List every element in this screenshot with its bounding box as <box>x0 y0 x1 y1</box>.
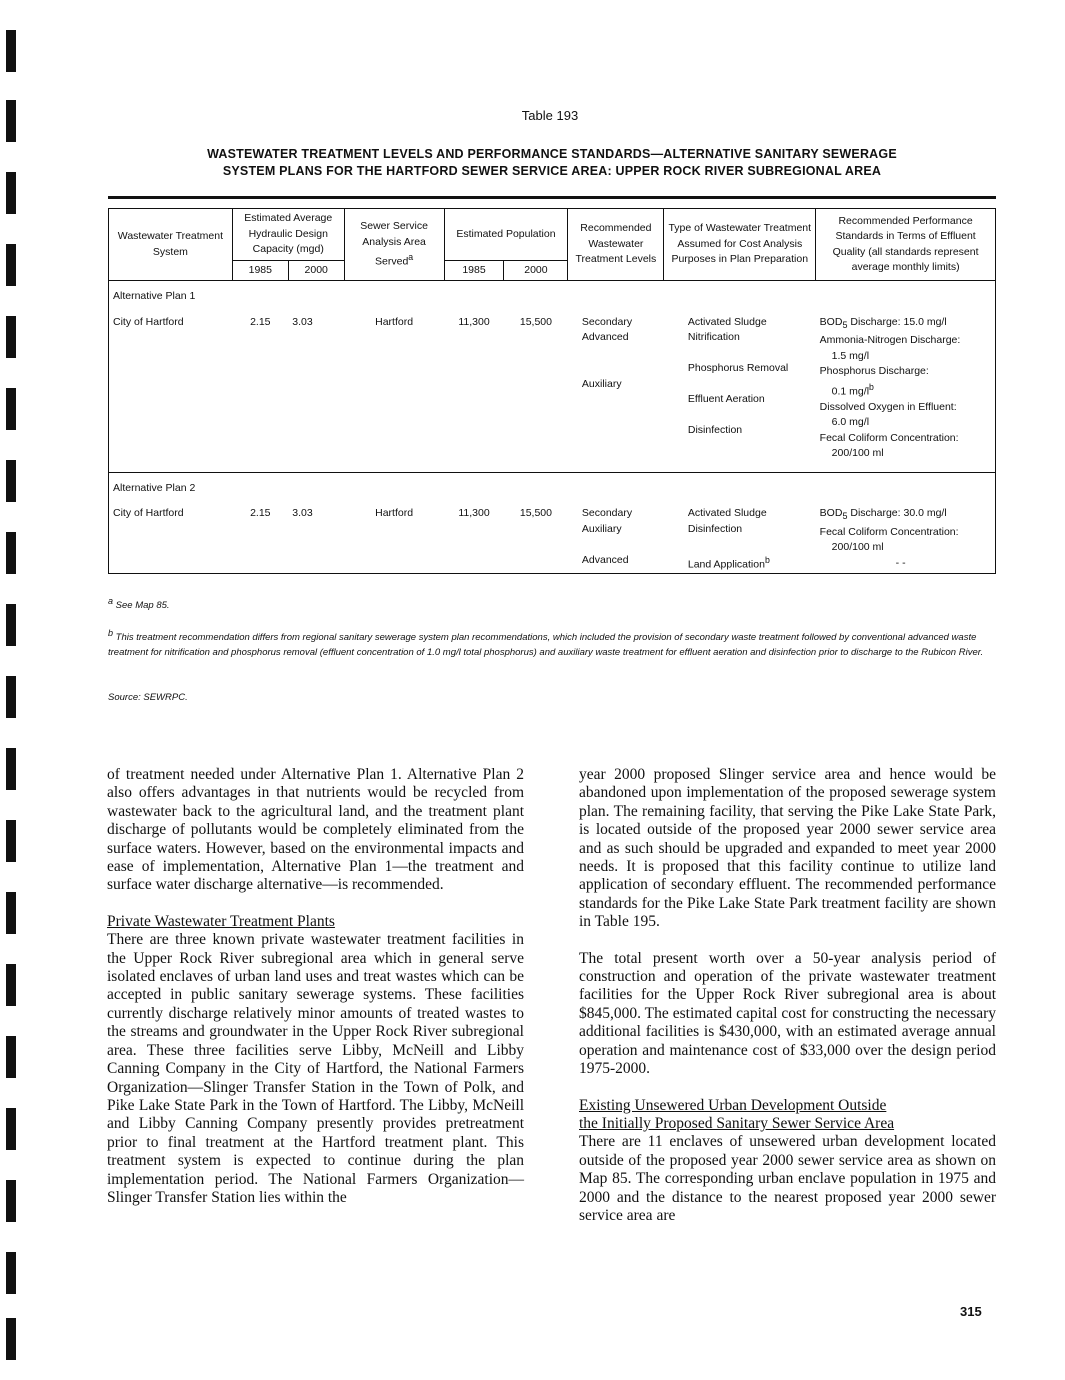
plan1-section-row <box>109 281 996 315</box>
plan1-cap1985: 2.15 <box>250 315 271 328</box>
plan2-row <box>109 506 996 573</box>
header-type: Type of Wastewater Treatment Assumed for Cost Analysis Purposes in Plan Preparation <box>664 209 816 281</box>
margin-mark <box>6 892 16 934</box>
margin-mark <box>6 316 16 358</box>
plan2-pop2000: 15,500 <box>504 506 568 573</box>
header-system: Wastewater Treatment System <box>109 209 233 281</box>
table-title-line2: SYSTEM PLANS FOR THE HARTFORD SEWER SERVICE AREA: UPPER ROCK RIVER SUBREGIONAL AREA <box>222 164 882 178</box>
margin-mark <box>6 964 16 1006</box>
header-levels: Recommended Wastewater Treatment Levels <box>568 209 664 281</box>
plan2-cap1985: 2.15 <box>232 506 288 573</box>
plan2-label: Alternative Plan 2 <box>109 472 996 506</box>
plan1-cap2000: 3.03 <box>292 315 313 328</box>
margin-mark <box>6 1318 16 1360</box>
left-column <box>107 766 524 1225</box>
header-population: Estimated Population <box>444 209 568 261</box>
plan2-area: Hartford <box>344 506 444 573</box>
margin-mark <box>6 748 16 790</box>
section-heading-private: Private Wastewater Treatment Plants <box>107 912 335 930</box>
plan2-section-row <box>109 472 996 506</box>
table-title <box>108 146 996 180</box>
margin-mark <box>6 676 16 718</box>
plan1-standards: $BOD_5$ Discharge: 15.0 mg/l Ammonia-Nitrogen Discharge: 1.5 mg/l Phosphorus Discharge: 0.1 $mg/l^b$ Dissolved Oxygen in Effluent: 6.0 mg/l Fecal Coliform Concentration: 200/100 ml <box>816 315 996 473</box>
plan1-label: Alternative Plan 1 <box>109 281 996 315</box>
plan1-pop2000: 15,500 <box>519 315 552 328</box>
left-paragraph-1: of treatment needed under Alternative Plan 1. Alternative Plan 2 also offers advantages in that nutrients would be recycled from wastewater back to the agricultural land, and the treatment plant discharge of pollutants would be completely eliminated from the surface waters. However, based on the environmental impacts and ease of implementation, Alternative Plan 1—the treatment and surface water discharge alternative—is recommended. <box>107 766 524 894</box>
plan2-pop1985: 11,300 <box>444 506 504 573</box>
plan2-levels: Secondary Auxiliary Advanced <box>568 506 664 573</box>
plan1-system: City of Hartford <box>109 315 233 473</box>
right-paragraph-2: The total present worth over a 50-year analysis period of construction and operation of the private wastewater treatment facilities for the Upper Rock River subregional area is about $845,000. The estimated capital cost for constructing the necessary additional facilities is $430,000, with an estimated average annual operation and maintenance cost of $33,000 over the design period 1975-2000. <box>579 949 996 1078</box>
margin-mark <box>6 1036 16 1078</box>
table-number: Table 193 <box>521 108 579 123</box>
plan1-types: Activated Sludge Nitrification Phosphorus Removal Effluent Aeration Disinfection <box>687 315 789 436</box>
plan1-pop1985: 11,300 <box>458 315 490 328</box>
plan2-types: Activated Sludge Disinfection Land Application$^b$ <box>664 506 816 573</box>
margin-mark <box>6 30 16 72</box>
margin-mark <box>6 604 16 646</box>
margin-mark <box>6 388 16 430</box>
footnote-b: $^b$ This treatment recommendation differs from regional sanitary sewerage system plan recommendations, which included the provision of secondary waste treatment followed by conventional advanced waste treatment for nitrification and phosphorus removal (effluent concentration of 1.0 mg/l total phosphorus) and auxiliary waste treatment for effluent aeration and disinfection prior to discharge to the Rubicon River. <box>108 628 984 659</box>
data-table <box>108 208 996 574</box>
margin-mark <box>6 820 16 862</box>
margin-mark <box>6 1108 16 1150</box>
margin-mark <box>6 172 16 214</box>
header-pop-2000: 2000 <box>504 260 568 281</box>
header-sewer-area: Sewer Service Analysis Area Served$^a$ <box>344 209 444 281</box>
margin-mark <box>6 244 16 286</box>
plan1-row <box>109 315 996 473</box>
header-cap-1985: 1985 <box>232 260 288 281</box>
plan1-area: Hartford <box>375 315 414 328</box>
right-paragraph-3: There are 11 enclaves of unsewered urban development located outside of the proposed year 2000 sewer service area as shown on Map 85. The corresponding urban enclave population in 1975 and 2000 and the distance to the nearest proposed year 2000 sewer service area are <box>579 1133 996 1224</box>
margin-mark <box>6 1180 16 1222</box>
page-number: 315 <box>960 1304 982 1319</box>
header-cap-2000: 2000 <box>288 260 344 281</box>
right-column <box>579 766 996 1243</box>
left-paragraph-2: There are three known private wastewater treatment facilities in the Upper Rock River subregional area which in general serve isolated enclaves of urban land uses and treat wastes which can be accepted in public sanitary sewerage systems. These facilities currently discharge relatively minor amounts of treated wastes to the streams and groundwater in the Upper Rock River subregional area. These three facilities serve Libby, McNeill and Libby Canning Company in the City of Hartford, the National Farmers Organization—Slinger Transfer Station in the Town of Polk, and Pike Lake State Park in the Town of Hartford. The Libby, McNeill and Libby Canning Company presently provides pretreatment prior to final treatment at the Hartford treatment plant. This treatment system is expected to continue during the plan implementation period. The National Farmers Organization—Slinger Transfer Station lies within the <box>107 931 524 1206</box>
table-source: Source: SEWRPC. <box>108 692 188 703</box>
table-title-line1: WASTEWATER TREATMENT LEVELS AND PERFORMANCE STANDARDS—ALTERNATIVE SANITARY SEWERAGE <box>207 147 897 161</box>
header-capacity: Estimated Average Hydraulic Design Capacity (mgd) <box>232 209 344 261</box>
plan2-standards: $BOD_5$ Discharge: 30.0 mg/l Fecal Coliform Concentration: 200/100 ml - - <box>816 506 996 573</box>
section-heading-unsewered-2: the Initially Proposed Sanitary Sewer Service Area <box>579 1114 895 1132</box>
section-heading-unsewered-1: Existing Unsewered Urban Development Outside <box>579 1096 887 1114</box>
plan1-levels: Secondary Advanced Auxiliary <box>581 315 633 390</box>
margin-mark <box>6 460 16 502</box>
plan2-system: City of Hartford <box>109 506 233 573</box>
margin-mark <box>6 532 16 574</box>
footnote-a: $^a$ See Map 85. <box>108 596 170 612</box>
plan2-cap2000: 3.03 <box>288 506 344 573</box>
right-paragraph-1: year 2000 proposed Slinger service area and hence would be abandoned upon implementation of the proposed sewerage system plan. The remaining facility, that serving the Pike Lake State Park, is located outside of the proposed year 2000 sewer service area and as such should be upgraded and expanded to meet year 2000 needs. It is proposed that this facility continue to utilize land application of secondary effluent. The recommended performance standards for the Pike Lake State Park treatment facility are shown in Table 195. <box>579 766 996 931</box>
header-standards: Recommended Performance Standards in Terms of Effluent Quality (all standards represent average monthly limits) <box>816 209 996 281</box>
table-top-rule <box>108 196 996 199</box>
header-pop-1985: 1985 <box>444 260 504 281</box>
margin-mark <box>6 1252 16 1294</box>
